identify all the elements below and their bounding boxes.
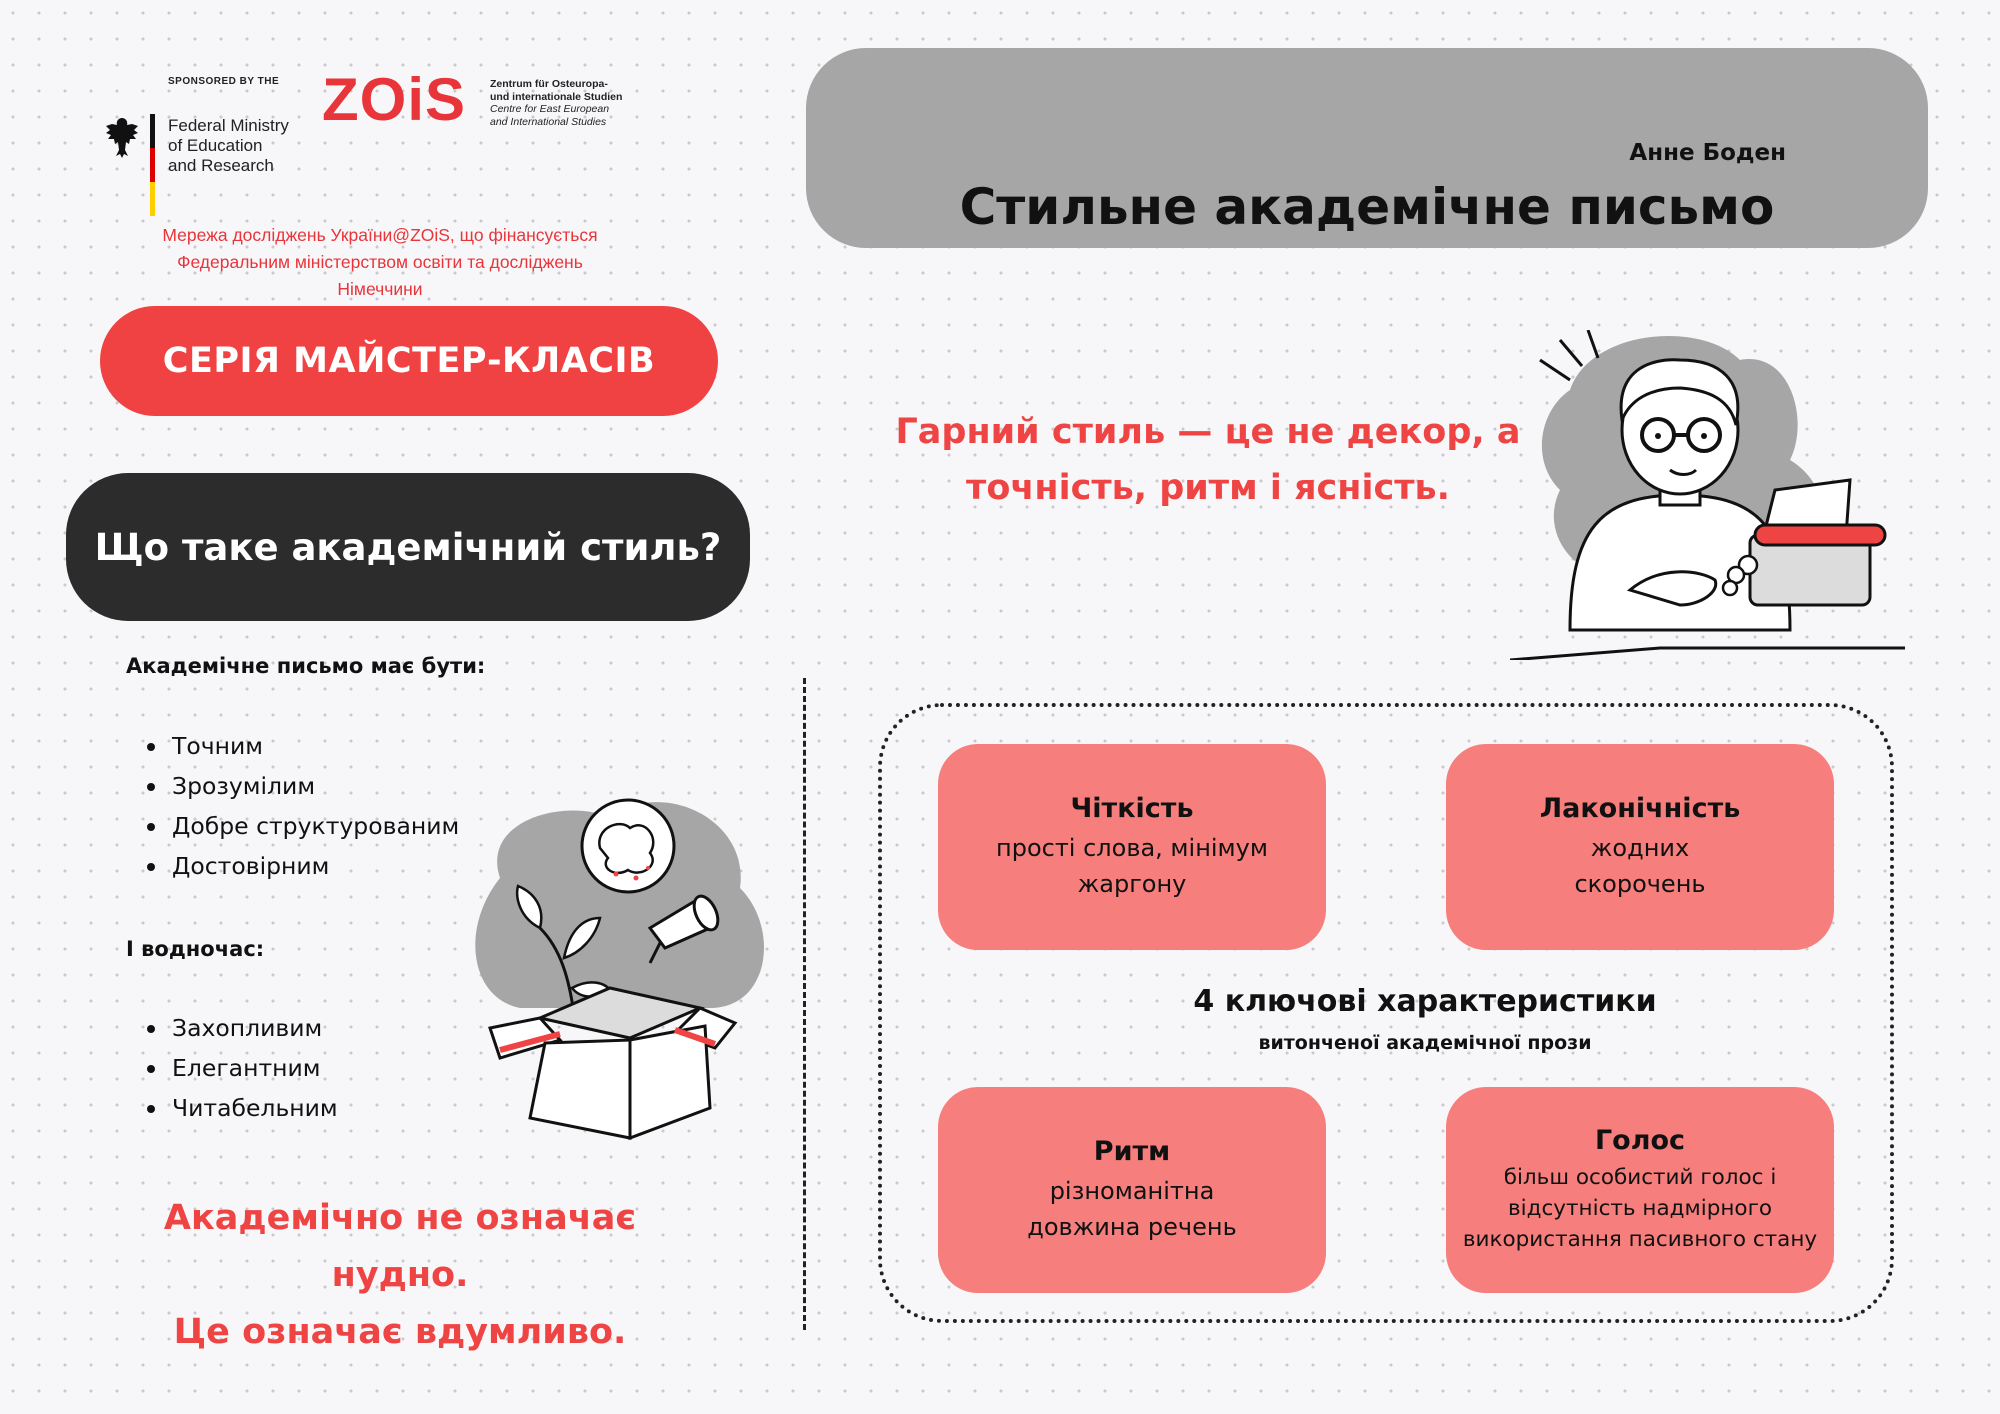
network-caption: Мережа досліджень України@ZOiS, що фінансується Федеральним міністерством освіти та досліджень Німеччини	[162, 225, 598, 299]
ministry-name: Federal Ministry of Education and Research	[168, 116, 289, 175]
list-item: Читабельним	[128, 1088, 338, 1128]
style-quote: Гарний стиль — це не декор, а точність, ритм і ясність.	[895, 412, 1521, 508]
question-banner	[66, 473, 750, 621]
list2-heading: І водночас:	[126, 937, 265, 961]
list-item: Елегантним	[128, 1048, 338, 1088]
zois-logo: ZOiS	[322, 66, 467, 133]
series-banner	[100, 306, 718, 416]
page-title: Стильне академічне письмо	[959, 178, 1775, 236]
list-item: Точним	[128, 726, 459, 766]
author-name: Анне Боден	[1629, 140, 1786, 166]
idea-box-illustration	[460, 778, 780, 1158]
card-conciseness	[1446, 744, 1834, 950]
writer-at-typewriter-illustration	[1510, 330, 1920, 660]
title-banner	[806, 48, 1928, 248]
card-title: Голос	[1594, 1125, 1686, 1156]
zois-full-name: Zentrum für Osteuropa- und internationale Studien Centre for East European and International Studies	[490, 78, 623, 128]
card-description: більш особистий голос і відсутність надмірного використання пасивного стану	[1462, 1165, 1818, 1252]
list1-heading: Академічне письмо має бути:	[126, 654, 486, 678]
list1	[128, 726, 459, 886]
characteristics-title: 4 ключові характеристики	[1193, 984, 1657, 1019]
list-item: Добре структурованим	[128, 806, 459, 846]
card-title: Ритм	[1093, 1135, 1171, 1167]
card-title: Чіткість	[1070, 792, 1194, 824]
list-item: Захопливим	[128, 1008, 338, 1048]
question-label: Що таке академічний стиль?	[94, 525, 722, 569]
list-item: Зрозумілим	[128, 766, 459, 806]
federal-eagle-icon	[104, 116, 140, 160]
german-flag-bar	[150, 114, 155, 216]
sponsored-by-label: SPONSORED BY THE	[168, 76, 280, 87]
card-voice	[1446, 1087, 1834, 1293]
series-label: СЕРІЯ МАЙСТЕР-КЛАСІВ	[162, 341, 656, 381]
characteristics-subtitle: витонченої академічної прози	[1258, 1032, 1592, 1054]
card-description: різноманітна довжина речень	[1027, 1176, 1237, 1241]
list-item: Достовірним	[128, 846, 459, 886]
card-clarity	[938, 744, 1326, 950]
card-description: прості слова, мінімум жаргону	[996, 833, 1268, 898]
card-title: Лаконічність	[1539, 792, 1741, 824]
card-rhythm	[938, 1087, 1326, 1293]
list2	[128, 1008, 338, 1128]
card-description: жодних скорочень	[1574, 833, 1706, 898]
dashed-divider	[803, 678, 806, 1330]
bottom-quote: Академічно не означає нудно. Це означає вдумливо.	[163, 1198, 637, 1352]
